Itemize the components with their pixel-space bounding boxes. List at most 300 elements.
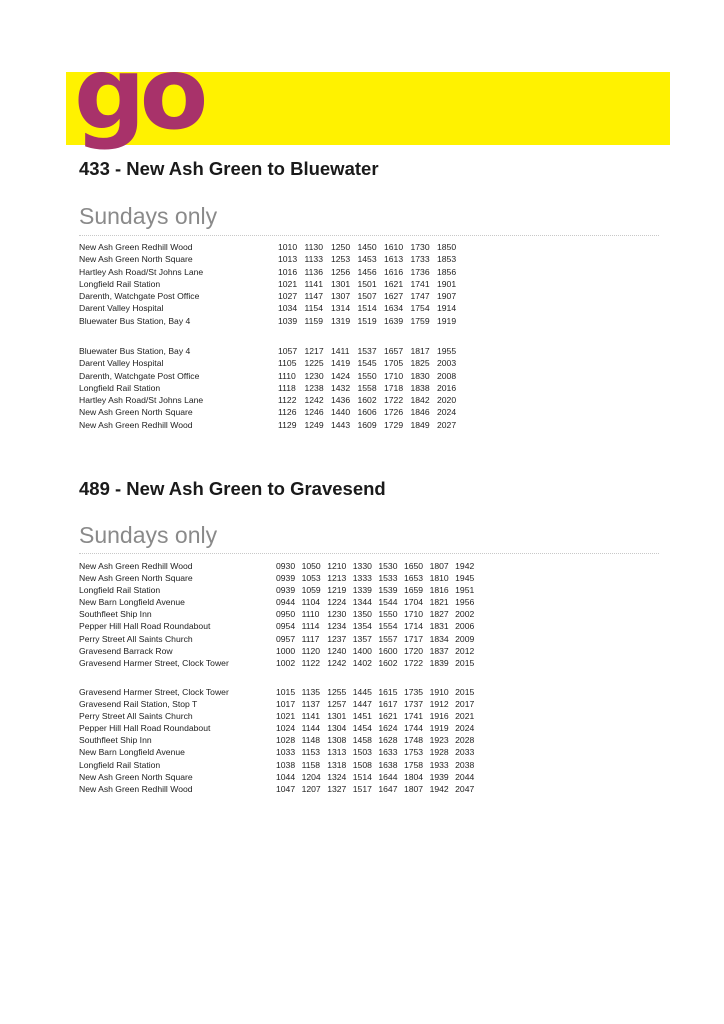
stop-name: Darenth, Watchgate Post Office bbox=[79, 291, 200, 302]
departure-time: 1432 bbox=[331, 382, 351, 393]
departure-time: 1122 bbox=[301, 657, 321, 668]
departure-time: 1133 bbox=[304, 254, 323, 265]
departure-time: 1120 bbox=[301, 645, 321, 656]
departure-time: 1718 bbox=[384, 382, 404, 393]
departure-time: 1507 bbox=[357, 291, 377, 302]
departure-time: 1558 bbox=[357, 382, 377, 393]
departure-time: 1659 bbox=[403, 585, 424, 596]
departure-time: 1204 bbox=[301, 771, 321, 782]
departure-time: 1831 bbox=[429, 621, 449, 632]
departure-time: 1705 bbox=[384, 358, 404, 369]
stop-name: Hartley Ash Road/St Johns Lane bbox=[79, 395, 204, 406]
departure-time: 2020 bbox=[437, 395, 457, 406]
departure-time: 1923 bbox=[429, 735, 449, 746]
table-row bbox=[79, 596, 481, 608]
route-489-days: Sundays only bbox=[79, 522, 218, 548]
departure-time: 1942 bbox=[429, 783, 449, 794]
departure-time: 1256 bbox=[331, 266, 351, 277]
departure-time: 1539 bbox=[378, 585, 398, 596]
table-row bbox=[79, 608, 481, 620]
departure-time: 1741 bbox=[410, 278, 430, 289]
departure-time: 1230 bbox=[327, 609, 347, 620]
departure-time: 1333 bbox=[352, 573, 372, 584]
departure-time: 1628 bbox=[378, 735, 398, 746]
departure-time: 1451 bbox=[352, 711, 372, 722]
departure-time: 1933 bbox=[429, 759, 449, 770]
stop-name: New Barn Longfield Avenue bbox=[79, 747, 185, 758]
route-433-title: 433 - New Ash Green to Bluewater bbox=[79, 158, 379, 179]
departure-time: 1307 bbox=[331, 291, 351, 302]
departure-time: 1016 bbox=[278, 266, 298, 277]
departure-time: 1807 bbox=[403, 783, 424, 794]
departure-time: 1039 bbox=[278, 315, 298, 326]
departure-time: 1021 bbox=[278, 278, 298, 289]
departure-time: 1907 bbox=[437, 291, 457, 302]
departure-time: 1301 bbox=[327, 711, 347, 722]
departure-time: 1914 bbox=[437, 303, 457, 314]
departure-time: 1735 bbox=[403, 687, 424, 697]
stop-name: Longfield Rail Station bbox=[79, 382, 161, 393]
departure-time: 1059 bbox=[301, 585, 321, 596]
departure-time: 1141 bbox=[301, 711, 321, 722]
table-row bbox=[79, 302, 464, 314]
departure-time: 1308 bbox=[327, 735, 347, 746]
departure-time: 1047 bbox=[276, 783, 296, 794]
stop-name: Darenth, Watchgate Post Office bbox=[79, 370, 200, 381]
departure-time: 1657 bbox=[384, 346, 404, 356]
departure-time: 1339 bbox=[352, 585, 372, 596]
departure-time: 1350 bbox=[352, 609, 372, 620]
departure-time: 1722 bbox=[403, 657, 424, 668]
departure-time: 1754 bbox=[410, 303, 430, 314]
table-row bbox=[79, 722, 481, 734]
departure-time: 1402 bbox=[352, 657, 372, 668]
departure-time: 1021 bbox=[276, 711, 296, 722]
departure-time: 1514 bbox=[357, 303, 377, 314]
departure-time: 1327 bbox=[327, 783, 347, 794]
departure-time: 1633 bbox=[378, 747, 398, 758]
departure-time: 1816 bbox=[429, 585, 449, 596]
stop-name: Longfield Rail Station bbox=[79, 759, 161, 770]
departure-time: 1057 bbox=[278, 346, 298, 356]
departure-time: 1741 bbox=[403, 711, 424, 722]
departure-time: 1550 bbox=[357, 370, 377, 381]
table-row bbox=[79, 657, 481, 669]
stop-name: New Ash Green Redhill Wood bbox=[79, 561, 193, 571]
departure-time: 1122 bbox=[278, 395, 297, 406]
departure-time: 1453 bbox=[357, 254, 377, 265]
departure-time: 1154 bbox=[304, 303, 323, 314]
departure-time: 1737 bbox=[403, 699, 424, 710]
departure-time: 1638 bbox=[378, 759, 398, 770]
departure-time: 1613 bbox=[384, 254, 404, 265]
departure-time: 2002 bbox=[455, 609, 475, 620]
stop-name: Perry Street All Saints Church bbox=[79, 633, 193, 644]
table-row bbox=[79, 645, 481, 657]
departure-time: 1600 bbox=[378, 645, 398, 656]
departure-time: 1324 bbox=[327, 771, 347, 782]
departure-time: 1158 bbox=[301, 759, 321, 770]
departure-time: 1013 bbox=[278, 254, 298, 265]
departure-time: 1733 bbox=[410, 254, 430, 265]
departure-time: 1224 bbox=[327, 597, 347, 608]
table-row bbox=[79, 560, 481, 572]
departure-time: 1110 bbox=[278, 370, 296, 381]
departure-time: 0930 bbox=[276, 561, 296, 571]
departure-time: 2044 bbox=[455, 771, 475, 782]
table-row bbox=[79, 290, 464, 302]
departure-time: 1634 bbox=[384, 303, 404, 314]
stop-name: Southfleet Ship Inn bbox=[79, 735, 152, 746]
departure-time: 2024 bbox=[455, 723, 475, 734]
departure-time: 1238 bbox=[304, 382, 324, 393]
departure-time: 1027 bbox=[278, 291, 298, 302]
departure-time: 1653 bbox=[403, 573, 424, 584]
departure-time: 1945 bbox=[455, 573, 475, 584]
departure-time: 1148 bbox=[301, 735, 321, 746]
departure-time: 2033 bbox=[455, 747, 475, 758]
departure-time: 1758 bbox=[403, 759, 424, 770]
departure-time: 1759 bbox=[410, 315, 430, 326]
departure-time: 1545 bbox=[357, 358, 377, 369]
departure-time: 1704 bbox=[403, 597, 424, 608]
stop-name: Darent Valley Hospital bbox=[79, 358, 164, 369]
stop-name: Darent Valley Hospital bbox=[79, 303, 164, 314]
departure-time: 1135 bbox=[301, 687, 321, 697]
departure-time: 0939 bbox=[276, 573, 296, 584]
stop-name: New Ash Green North Square bbox=[79, 771, 193, 782]
departure-time: 1850 bbox=[437, 242, 457, 252]
departure-time: 1458 bbox=[352, 735, 372, 746]
go-logo: go bbox=[74, 35, 203, 152]
departure-time: 1230 bbox=[304, 370, 324, 381]
departure-time: 1400 bbox=[352, 645, 372, 656]
stop-name: Gravesend Harmer Street, Clock Tower bbox=[79, 657, 229, 668]
departure-time: 1501 bbox=[357, 278, 377, 289]
departure-time: 1237 bbox=[327, 633, 347, 644]
stop-name: New Ash Green North Square bbox=[79, 254, 193, 265]
departure-time: 1141 bbox=[304, 278, 323, 289]
departure-time: 2006 bbox=[455, 621, 475, 632]
departure-time: 1010 bbox=[278, 242, 298, 252]
departure-time: 1225 bbox=[304, 358, 324, 369]
departure-time: 1838 bbox=[410, 382, 430, 393]
table-row bbox=[79, 357, 464, 369]
route-433-return-table bbox=[79, 345, 464, 431]
departure-time: 1213 bbox=[327, 573, 347, 584]
departure-time: 1726 bbox=[384, 407, 404, 418]
departure-time: 1810 bbox=[429, 573, 449, 584]
departure-time: 1257 bbox=[327, 699, 347, 710]
stop-name: Longfield Rail Station bbox=[79, 585, 161, 596]
table-row bbox=[79, 253, 464, 265]
departure-time: 1246 bbox=[304, 407, 324, 418]
departure-time: 1117 bbox=[301, 633, 320, 644]
departure-time: 1928 bbox=[429, 747, 449, 758]
departure-time: 1053 bbox=[301, 573, 321, 584]
departure-time: 1616 bbox=[384, 266, 404, 277]
departure-time: 1028 bbox=[276, 735, 296, 746]
departure-time: 1804 bbox=[403, 771, 424, 782]
table-row bbox=[79, 241, 464, 253]
departure-time: 1330 bbox=[352, 561, 372, 571]
departure-time: 1147 bbox=[304, 291, 323, 302]
departure-time: 1919 bbox=[429, 723, 449, 734]
departure-time: 2024 bbox=[437, 407, 457, 418]
departure-time: 1842 bbox=[410, 395, 430, 406]
departure-time: 1454 bbox=[352, 723, 372, 734]
departure-time: 1219 bbox=[327, 585, 347, 596]
table-row bbox=[79, 771, 481, 783]
departure-time: 1508 bbox=[352, 759, 372, 770]
table-row bbox=[79, 633, 481, 645]
departure-time: 1002 bbox=[276, 657, 296, 668]
table-row bbox=[79, 686, 481, 698]
departure-time: 1447 bbox=[352, 699, 372, 710]
table-row bbox=[79, 620, 481, 632]
departure-time: 1912 bbox=[429, 699, 449, 710]
departure-time: 1318 bbox=[327, 759, 347, 770]
departure-time: 1210 bbox=[327, 561, 347, 571]
departure-time: 1837 bbox=[429, 645, 449, 656]
table-row bbox=[79, 710, 481, 722]
departure-time: 1357 bbox=[352, 633, 372, 644]
departure-time: 1304 bbox=[327, 723, 347, 734]
stop-name: New Barn Longfield Avenue bbox=[79, 597, 185, 608]
departure-time: 1159 bbox=[304, 315, 323, 326]
departure-time: 1807 bbox=[429, 561, 449, 571]
table-row bbox=[79, 698, 481, 710]
departure-time: 1242 bbox=[327, 657, 347, 668]
departure-time: 1722 bbox=[384, 395, 404, 406]
stop-name: Bluewater Bus Station, Bay 4 bbox=[79, 346, 191, 356]
departure-time: 1105 bbox=[278, 358, 297, 369]
table-row bbox=[79, 783, 481, 795]
table-row bbox=[79, 419, 464, 431]
departure-time: 1503 bbox=[352, 747, 372, 758]
departure-time: 1443 bbox=[331, 419, 351, 430]
departure-time: 1834 bbox=[429, 633, 449, 644]
departure-time: 1544 bbox=[378, 597, 398, 608]
table-row bbox=[79, 266, 464, 278]
departure-time: 2015 bbox=[455, 687, 475, 697]
departure-time: 1136 bbox=[304, 266, 323, 277]
departure-time: 2008 bbox=[437, 370, 457, 381]
departure-time: 1720 bbox=[403, 645, 424, 656]
departure-time: 1753 bbox=[403, 747, 424, 758]
departure-time: 1319 bbox=[331, 315, 351, 326]
departure-time: 1849 bbox=[410, 419, 430, 430]
departure-time: 2015 bbox=[455, 657, 475, 668]
stop-name: New Ash Green North Square bbox=[79, 407, 193, 418]
departure-time: 1533 bbox=[378, 573, 398, 584]
departure-time: 1249 bbox=[304, 419, 324, 430]
departure-time: 1942 bbox=[455, 561, 475, 571]
table-row bbox=[79, 315, 464, 327]
table-row bbox=[79, 345, 464, 357]
departure-time: 1747 bbox=[410, 291, 430, 302]
departure-time: 1846 bbox=[410, 407, 430, 418]
departure-time: 1916 bbox=[429, 711, 449, 722]
departure-time: 1919 bbox=[437, 315, 457, 326]
route-433-outbound-table bbox=[79, 241, 464, 327]
departure-time: 1450 bbox=[357, 242, 377, 252]
route-433-days: Sundays only bbox=[79, 203, 218, 229]
stop-name: New Ash Green Redhill Wood bbox=[79, 242, 193, 252]
departure-time: 1440 bbox=[331, 407, 351, 418]
departure-time: 1744 bbox=[403, 723, 424, 734]
departure-time: 1827 bbox=[429, 609, 449, 620]
departure-time: 1639 bbox=[384, 315, 404, 326]
departure-time: 1044 bbox=[276, 771, 296, 782]
departure-time: 2047 bbox=[455, 783, 475, 794]
table-row bbox=[79, 406, 464, 418]
departure-time: 1354 bbox=[352, 621, 372, 632]
stop-name: Southfleet Ship Inn bbox=[79, 609, 152, 620]
departure-time: 0954 bbox=[276, 621, 296, 632]
departure-time: 1621 bbox=[378, 711, 398, 722]
departure-time: 1825 bbox=[410, 358, 430, 369]
departure-time: 1550 bbox=[378, 609, 398, 620]
departure-time: 1710 bbox=[384, 370, 404, 381]
departure-time: 1821 bbox=[429, 597, 449, 608]
table-row bbox=[79, 584, 481, 596]
departure-time: 0944 bbox=[276, 597, 296, 608]
departure-time: 2012 bbox=[455, 645, 475, 656]
departure-time: 1207 bbox=[301, 783, 321, 794]
departure-time: 1951 bbox=[455, 585, 475, 596]
departure-time: 1955 bbox=[437, 346, 457, 356]
departure-time: 1853 bbox=[437, 254, 457, 265]
departure-time: 1627 bbox=[384, 291, 404, 302]
departure-time: 1234 bbox=[327, 621, 347, 632]
departure-time: 2021 bbox=[455, 711, 475, 722]
departure-time: 0950 bbox=[276, 609, 296, 620]
departure-time: 1817 bbox=[410, 346, 430, 356]
departure-time: 1830 bbox=[410, 370, 430, 381]
stop-name: Perry Street All Saints Church bbox=[79, 711, 193, 722]
departure-time: 0939 bbox=[276, 585, 296, 596]
departure-time: 1301 bbox=[331, 278, 351, 289]
departure-time: 1729 bbox=[384, 419, 404, 430]
departure-time: 2003 bbox=[437, 358, 457, 369]
stop-name: Gravesend Rail Station, Stop T bbox=[79, 699, 198, 710]
departure-time: 1610 bbox=[384, 242, 404, 252]
departure-time: 1514 bbox=[352, 771, 372, 782]
departure-time: 1606 bbox=[357, 407, 377, 418]
stop-name: New Ash Green Redhill Wood bbox=[79, 419, 193, 430]
departure-time: 1717 bbox=[403, 633, 424, 644]
departure-time: 1609 bbox=[357, 419, 377, 430]
departure-time: 1644 bbox=[378, 771, 398, 782]
departure-time: 1602 bbox=[378, 657, 398, 668]
stop-name: Bluewater Bus Station, Bay 4 bbox=[79, 315, 191, 326]
table-row bbox=[79, 278, 464, 290]
departure-time: 1033 bbox=[276, 747, 296, 758]
departure-time: 1255 bbox=[327, 687, 347, 697]
divider bbox=[79, 553, 659, 554]
stop-name: New Ash Green Redhill Wood bbox=[79, 783, 193, 794]
departure-time: 1519 bbox=[357, 315, 377, 326]
table-row bbox=[79, 746, 481, 758]
departure-time: 1436 bbox=[331, 395, 351, 406]
departure-time: 2009 bbox=[455, 633, 475, 644]
departure-time: 1624 bbox=[378, 723, 398, 734]
departure-time: 1650 bbox=[403, 561, 424, 571]
departure-time: 1118 bbox=[278, 382, 296, 393]
departure-time: 2027 bbox=[437, 419, 457, 430]
table-row bbox=[79, 759, 481, 771]
table-row bbox=[79, 382, 464, 394]
departure-time: 1602 bbox=[357, 395, 377, 406]
departure-time: 1647 bbox=[378, 783, 398, 794]
departure-time: 1015 bbox=[276, 687, 296, 697]
divider bbox=[79, 235, 659, 236]
departure-time: 1411 bbox=[331, 346, 350, 356]
stop-name: Gravesend Harmer Street, Clock Tower bbox=[79, 687, 229, 697]
departure-time: 1038 bbox=[276, 759, 296, 770]
departure-time: 1910 bbox=[429, 687, 449, 697]
departure-time: 1537 bbox=[357, 346, 377, 356]
departure-time: 2038 bbox=[455, 759, 475, 770]
stop-name: Longfield Rail Station bbox=[79, 278, 161, 289]
departure-time: 1901 bbox=[437, 278, 457, 289]
departure-time: 1130 bbox=[304, 242, 323, 252]
table-row bbox=[79, 370, 464, 382]
departure-time: 1517 bbox=[352, 783, 372, 794]
departure-time: 1530 bbox=[378, 561, 398, 571]
departure-time: 1839 bbox=[429, 657, 449, 668]
stop-name: Gravesend Barrack Row bbox=[79, 645, 173, 656]
departure-time: 1615 bbox=[378, 687, 398, 697]
stop-name: Hartley Ash Road/St Johns Lane bbox=[79, 266, 204, 277]
departure-time: 1144 bbox=[301, 723, 321, 734]
departure-time: 1748 bbox=[403, 735, 424, 746]
departure-time: 0957 bbox=[276, 633, 296, 644]
departure-time: 1344 bbox=[352, 597, 372, 608]
departure-time: 1856 bbox=[437, 266, 457, 277]
departure-time: 1419 bbox=[331, 358, 351, 369]
departure-time: 1153 bbox=[301, 747, 321, 758]
departure-time: 1554 bbox=[378, 621, 398, 632]
departure-time: 2028 bbox=[455, 735, 475, 746]
route-489-return-table bbox=[79, 686, 481, 795]
departure-time: 1114 bbox=[301, 621, 320, 632]
departure-time: 1110 bbox=[301, 609, 320, 620]
departure-time: 1456 bbox=[357, 266, 377, 277]
departure-time: 1137 bbox=[301, 699, 321, 710]
table-row bbox=[79, 394, 464, 406]
table-row bbox=[79, 734, 481, 746]
departure-time: 1017 bbox=[276, 699, 296, 710]
departure-time: 1253 bbox=[331, 254, 351, 265]
departure-time: 1250 bbox=[331, 242, 351, 252]
departure-time: 2017 bbox=[455, 699, 475, 710]
stop-name: Pepper Hill Hall Road Roundabout bbox=[79, 723, 211, 734]
departure-time: 1129 bbox=[278, 419, 297, 430]
departure-time: 2016 bbox=[437, 382, 457, 393]
departure-time: 1126 bbox=[278, 407, 297, 418]
departure-time: 1050 bbox=[301, 561, 321, 571]
departure-time: 1217 bbox=[304, 346, 324, 356]
departure-time: 1240 bbox=[327, 645, 347, 656]
departure-time: 1242 bbox=[304, 395, 324, 406]
stop-name: Pepper Hill Hall Road Roundabout bbox=[79, 621, 211, 632]
departure-time: 1034 bbox=[278, 303, 298, 314]
departure-time: 1736 bbox=[410, 266, 430, 277]
departure-time: 1445 bbox=[352, 687, 372, 697]
stop-name: New Ash Green North Square bbox=[79, 573, 193, 584]
